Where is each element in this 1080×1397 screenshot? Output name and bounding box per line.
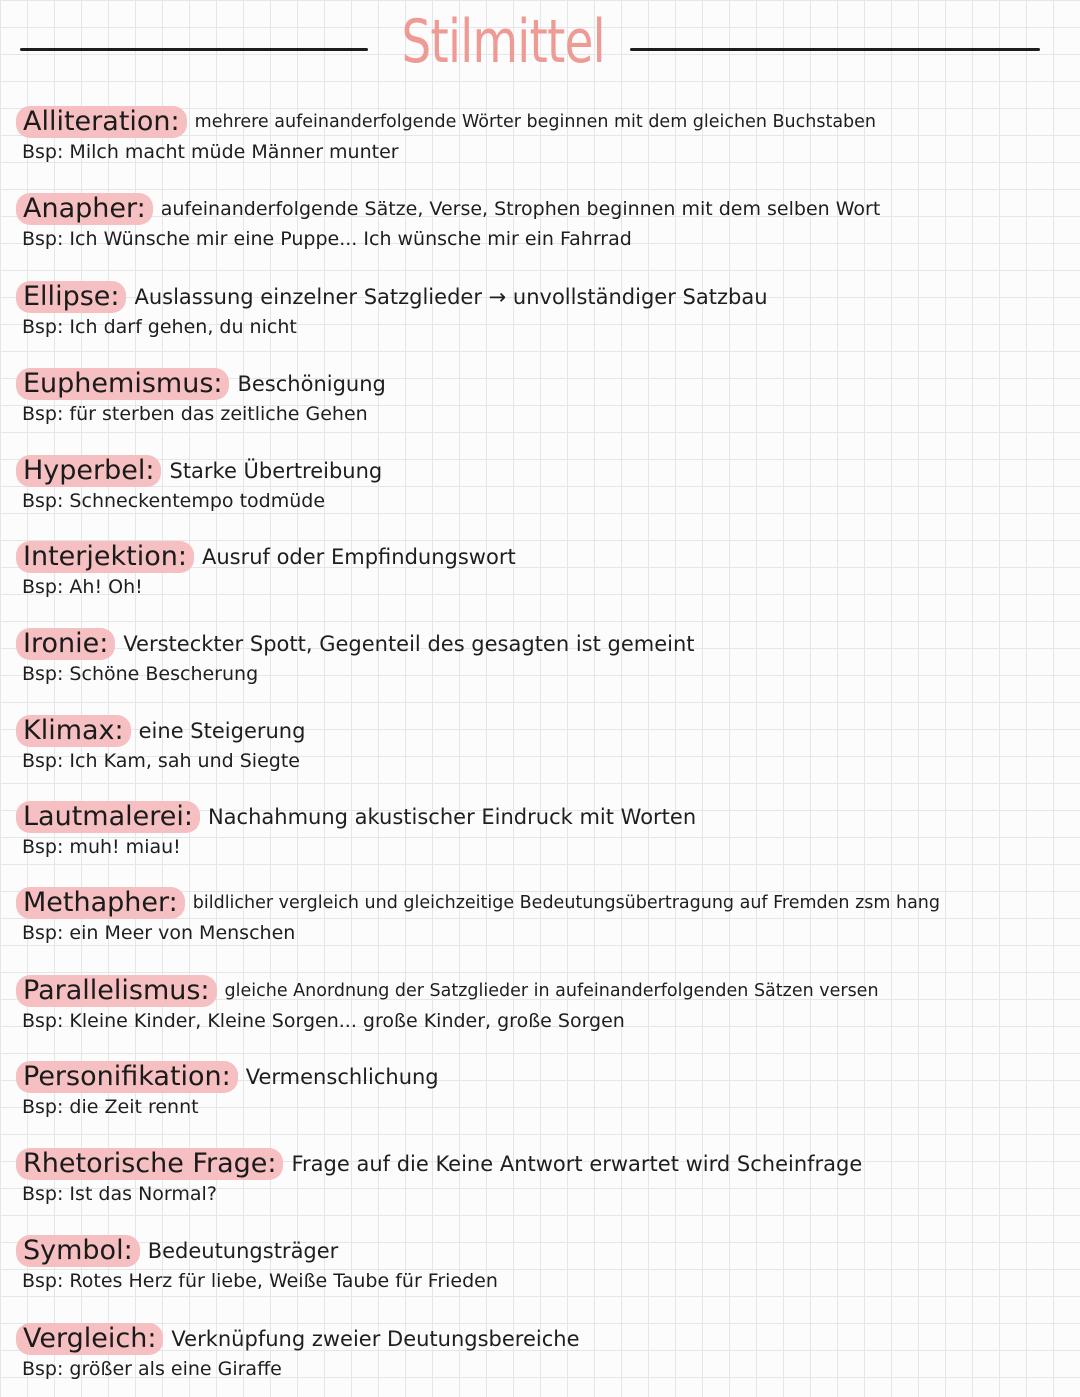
term-label: Vergleich: [16, 1323, 163, 1355]
term-label: Hyperbel: [16, 455, 161, 487]
page-title: Stilmittel [401, 7, 605, 77]
term-label: Symbol: [16, 1235, 140, 1267]
term-example: Bsp: Schöne Bescherung [22, 663, 259, 685]
term-definition: Versteckter Spott, Gegenteil des gesagten ist gemeint [123, 631, 695, 656]
term-example: Bsp: Kleine Kinder, Kleine Sorgen... große Kinder, große Sorgen [22, 1010, 625, 1032]
term-definition: mehrere aufeinanderfolgende Wörter beginnen mit dem gleichen Buchstaben [194, 111, 877, 132]
term-example: Bsp: Rotes Herz für liebe, Weiße Taube für Frieden [22, 1270, 498, 1292]
entry-ironie [16, 625, 1076, 687]
term-example: Bsp: größer als eine Giraffe [22, 1358, 282, 1380]
term-definition: Starke Übertreibung [169, 458, 383, 483]
entry-interjektion [16, 538, 1076, 600]
term-example: Bsp: Ich Kam, sah und Siegte [22, 750, 300, 772]
page-header [0, 0, 1080, 100]
entry-euphemismus [16, 365, 1076, 427]
title-rule-left [20, 48, 368, 51]
entry-personifikation [16, 1058, 1076, 1120]
entry-klimax [16, 712, 1076, 774]
term-label: Interjektion: [16, 541, 194, 573]
entry-alliteration [16, 103, 1076, 165]
term-label: Anapher: [16, 193, 153, 225]
term-example: Bsp: Ich darf gehen, du nicht [22, 316, 297, 338]
term-label: Alliteration: [16, 106, 187, 138]
term-example: Bsp: Ich Wünsche mir eine Puppe... Ich wünsche mir ein Fahrrad [22, 228, 632, 250]
term-label: Parallelismus: [16, 975, 217, 1007]
term-definition: Auslassung einzelner Satzglieder → unvollständiger Satzbau [134, 284, 768, 309]
term-example: Bsp: muh! miau! [22, 836, 181, 858]
term-definition: Frage auf die Keine Antwort erwartet wird Scheinfrage [291, 1151, 863, 1176]
term-example: Bsp: die Zeit rennt [22, 1096, 199, 1118]
title-rule-right [630, 48, 1040, 51]
term-definition: Bedeutungsträger [147, 1238, 339, 1263]
term-label: Euphemismus: [16, 368, 229, 400]
term-example: Bsp: für sterben das zeitliche Gehen [22, 403, 368, 425]
term-label: Ellipse: [16, 281, 126, 313]
term-example: Bsp: Milch macht müde Männer munter [22, 141, 399, 163]
term-definition: aufeinanderfolgende Sätze, Verse, Strophen beginnen mit dem selben Wort [160, 197, 881, 220]
term-example: Bsp: ein Meer von Menschen [22, 922, 296, 944]
entry-parallelismus [16, 972, 1076, 1034]
entry-vergleich [16, 1320, 1076, 1382]
term-label: Rhetorische Frage: [16, 1148, 283, 1180]
entry-ellipse [16, 278, 1076, 340]
term-label: Ironie: [16, 628, 115, 660]
entry-methapher [16, 884, 1076, 946]
term-example: Bsp: Schneckentempo todmüde [22, 490, 326, 512]
term-label: Methapher: [16, 887, 185, 919]
entry-lautmalerei [16, 798, 1076, 860]
term-definition: Verknüpfung zweier Deutungsbereiche [171, 1326, 580, 1351]
term-definition: Vermenschlichung [245, 1064, 439, 1089]
term-label: Klimax: [16, 715, 131, 747]
term-definition: Beschönigung [237, 371, 386, 396]
term-definition: eine Steigerung [138, 718, 306, 743]
term-definition: gleiche Anordnung der Satzglieder in aufeinanderfolgenden Sätzen versen [224, 980, 879, 1001]
term-definition: Nachahmung akustischer Eindruck mit Worten [207, 804, 697, 829]
term-definition: bildlicher vergleich und gleichzeitige Bedeutungsübertragung auf Fremden zsm hang [192, 892, 941, 913]
entry-rhetorische-frage [16, 1145, 1076, 1207]
term-example: Bsp: Ist das Normal? [22, 1183, 217, 1205]
entry-symbol [16, 1232, 1076, 1294]
entry-anapher [16, 190, 1076, 252]
term-label: Lautmalerei: [16, 801, 200, 833]
term-definition: Ausruf oder Empfindungswort [201, 544, 516, 569]
term-label: Personifikation: [16, 1061, 238, 1093]
term-example: Bsp: Ah! Oh! [22, 576, 143, 598]
entry-hyperbel [16, 452, 1076, 514]
